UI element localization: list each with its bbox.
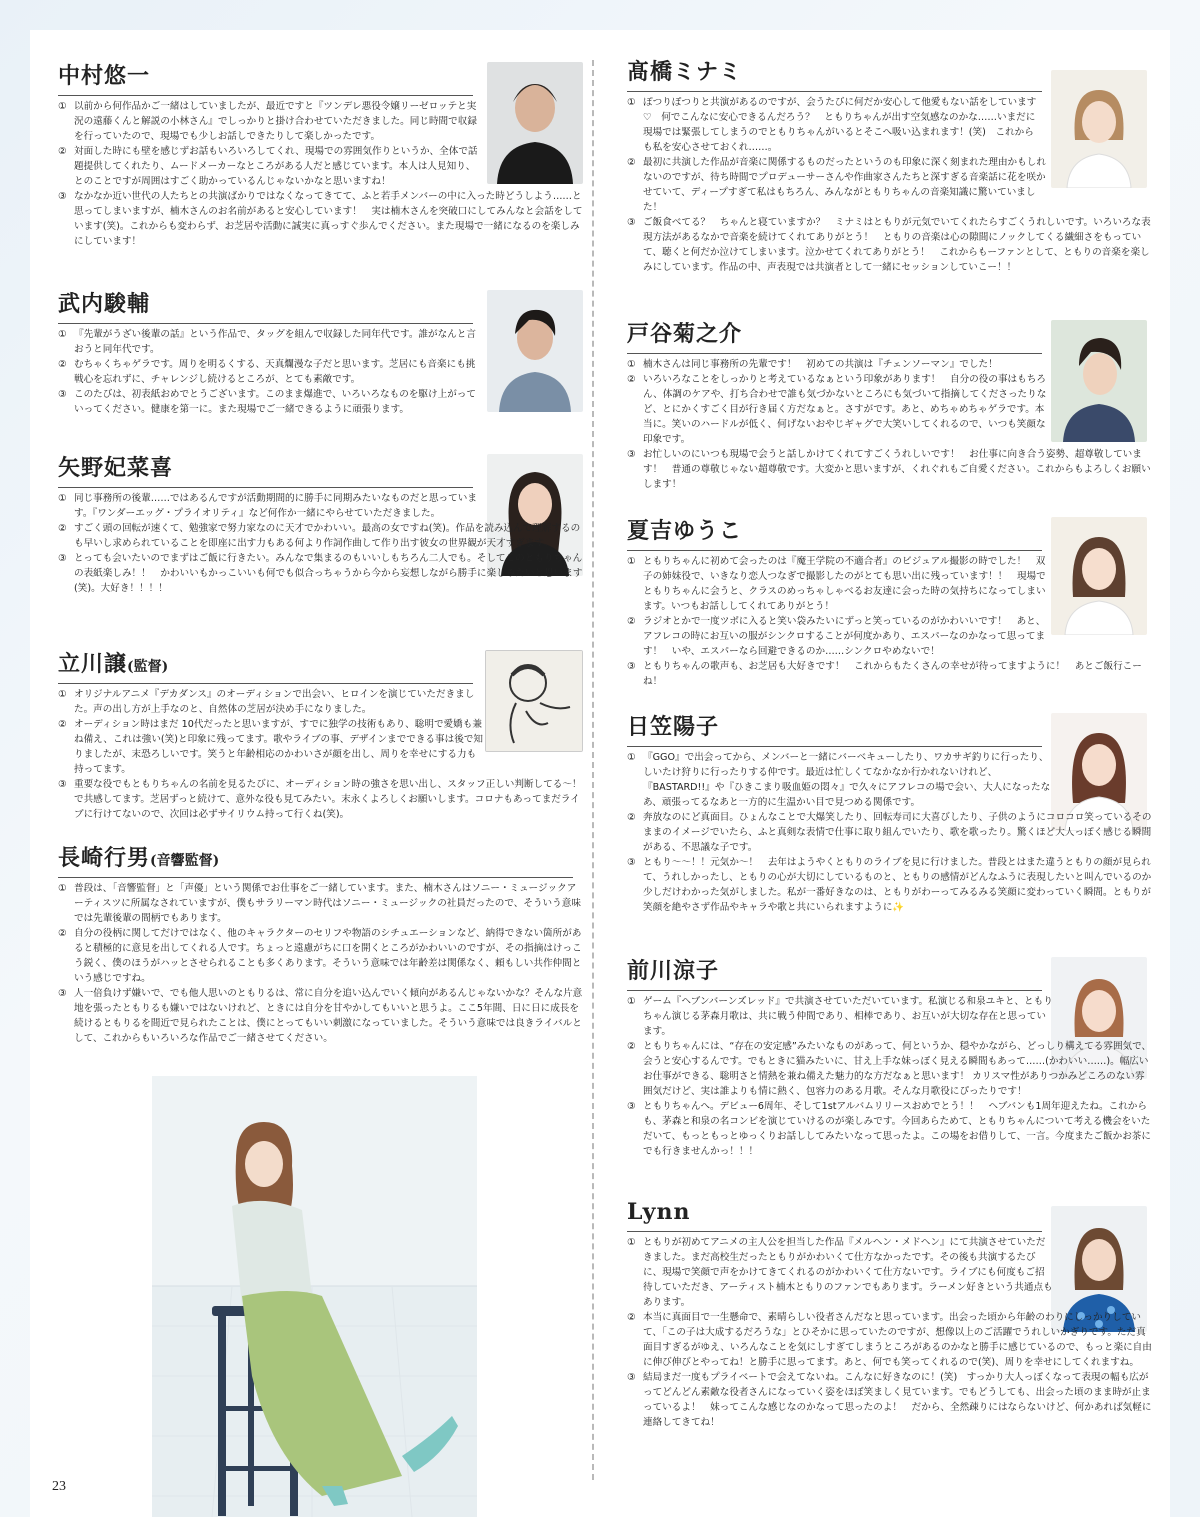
answer-item [58,881,584,926]
portrait-photo [1051,70,1147,188]
commenter-name [627,517,1042,551]
comment-section [627,957,1152,1159]
answer-text: ともりちゃんに初めて会ったのは『魔王学院の不適合者』のビジュアル撮影の時でした！ 双子の姉妹役で、いきなり恋人つなぎで撮影したのがとても思い出に残っています！！ 現場でともりちゃんに会うと、クラスのめっちゃしゃべるお友達に会った時の気持ちになってしまいます。いつもお話ししてくれてありがとう！ [643,556,1046,612]
comment-section [58,844,583,1046]
answer-number: ① [58,101,67,112]
answer-item [58,387,484,417]
name-text: 長崎行男 [58,845,151,871]
commenter-name [58,62,473,96]
comment-section [627,517,1147,689]
commenter-name [58,454,473,488]
answer-item [627,855,1153,915]
name-text: 前川涼子 [627,958,720,984]
answer-item [58,687,484,717]
answer-number: ② [58,359,67,370]
answer-text: ともりちゃんへ。デビュー6周年、そして1stアルバムリリースおめでとう！！ ヘブバンも1周年迎えたね。これからも、茅森と和泉の名コンビを演じていけるのが楽しみです。今回あらためて、ともりちゃんについて考える機会をいただいて、もっともっとゆっくりお話ししてみたいなって思ったよ。この場をお借りして、一言。今度またご飯かお茶にでも行きませんかっ！！！ [643,1101,1151,1157]
comment-section [627,320,1151,492]
answer-item [627,659,1153,689]
answer-text: 対面した時にも壁を感じずお話もいろいろしてくれ、現場での雰囲気作りというか、全体で話題提供してくれたり、ムードメーカーなところがある人だと感じています。本人は人見知り、とのことですが周囲はすごく助かっているんじゃないかなと思いますね！ [74,146,478,187]
answer-number: ③ [627,1372,636,1383]
answer-number: ① [58,883,67,894]
answer-text: ともりちゃんの歌声も、お芝居も大好きです！ これからもたくさんの幸せが待ってますように！ あとご飯行こーね！ [643,661,1142,687]
answer-item [627,372,1053,447]
name-text: 戸谷菊之介 [627,321,743,347]
answer-number: ② [58,719,67,730]
comment-section [627,713,1152,915]
answer-item [58,926,584,986]
commenter-name [627,320,1042,354]
answer-number: ③ [627,449,636,460]
answer-text: なかなか近い世代の人たちとの共演ばかりではなくなってきてて、ふと若手メンバーの中に入った時どうしよう……と思ってしまいますが、楠木さんのお名前があると安心しています！ 実は楠木さんを突破口にしてみんなと会話をしています(笑)。これからも変わらず、お芝居や活動に誠実に真っすぐ歩んでください。また現場で一緒になるのを楽しみにしています！ [74,191,583,247]
answer-number: ③ [58,191,67,202]
answer-text: ともり〜〜！！元気か〜！ 去年はようやくともりのライブを見に行けました。普段とはまた違うともりの顔が見られて、うれしかったし、ともりの心が大切にしているものと、ともりの感情がどんなふうに表現したいと叫んでいるのか少しだけわかった気がしました。私が一番好きなのは、ともりがわーってみるみる笑顔に変わっていく瞬間。ともりが笑顔を絶やさず作品やキャラや歌と共にいられますように✨ [643,857,1152,913]
answer-number: ① [627,1237,636,1248]
answer-text: 楠木さんは同じ事務所の先輩です！ 初めての共演は『チェンソーマン』でした！ [643,359,998,370]
answer-item [627,1099,1153,1159]
answer-text: いろいろなことをしっかりと考えているなぁという印象があります！ 自分の役の事はもちろん、体調のケアや、打ち合わせで誰も気づかないところにも気づいて指摘してくださったりなど、とにかくすごく目が行き届く方だなぁと。さすがです。あと、めちゃめちゃゲラです。本当に。笑いのハードルが低く、何げないおやじギャグで大笑いしてくれるので、いつも笑顔な印象です。 [643,374,1047,445]
answer-number: ① [627,752,636,763]
name-text: 日笠陽子 [627,714,720,740]
answer-item [627,95,1043,155]
answer-text: お忙しいのにいつも現場で会うと話しかけてくれてすごくうれしいです！ お仕事に向き合う姿勢、超尊敬しています！ 普通の尊敬じゃない超尊敬です。大変かと思いますが、くれぐれもご自愛ください。これからもよろしくお願いします！ [643,449,1151,490]
answer-text: 本当に真面目で一生懸命で、素晴らしい役者さんだなと思っています。出会った頃から年齢のわりにしっかりしていて、「この子は大成するだろうな」とひそかに思っていたのですが、想像以上のご活躍でうれしいかぎりです。ただ真面目すぎるがゆえ、いろんなことを気にしすぎてしまうところがあるのかなと勝手に感じているので、もっと楽に自由に伸び伸びとやってね！と勝手に思ってます。あと、何でも笑ってくれるので(笑)、周りを幸せにしてくれますね。 [643,1312,1152,1368]
answer-text: むちゃくちゃゲラです。周りを明るくする、天真爛漫な子だと思います。芝居にも音楽にも挑戦心を忘れずに、チャレンジし続けるところが、とても素敵です。 [74,359,476,385]
name-text: 夏吉ゆうこ [627,518,743,544]
portrait-photo [487,290,583,412]
answer-item [58,986,584,1046]
answer-number: ③ [627,217,636,228]
portrait-photo [1051,517,1147,635]
answer-number: ② [58,146,67,157]
answer-text: 奔放なのにど真面目。ひょんなことで大爆笑したり、回転寿司に大喜びしたり、子供のようにコロコロ笑っているそのままのイメージでいたら、ふと真剣な表情で仕事に取り組んでいたり、歌を歌ったり。驚くほど大人っぽく感じる瞬間がある、不思議な子です。 [643,812,1152,853]
answer-item [58,327,484,357]
answer-text: ともりが初めてアニメの主人公を担当した作品『メルヘン・メドヘン』にて共演させていただきました。まだ高校生だったともりがかわいくて仕方なかったです。その後も共演するたびに、現場で笑顔で声をかけてきてくれるのがかわいくて仕方ないです。ライブにも何度もご招待していただき、アーティスト楠木ともりのファンでもあります。ラーメン好きという共通点もあります。 [643,1237,1053,1308]
answer-text: 自分の役柄に関してだけではなく、他のキャラクターのセリフや物語のシチュエーションなど、納得できない箇所があると積極的に意見を出してくれる人です。ちょっと遠慮がちに口を開くところがかわいいのですが、その指摘はけっこう鋭く、僕のほうがハッとさせられることも多くあります。そういう意味では年齢差は関係なく、頼もしい共作仲間という感じですね。 [74,928,582,984]
name-text: 立川譲 [58,651,128,677]
commenter-name [58,290,473,324]
featured-photo [152,1076,477,1517]
answer-number: ① [627,996,636,1007]
answer-number: ③ [627,661,636,672]
role-text: (音響監督) [150,853,220,869]
comment-section [58,650,583,822]
answer-text: 『GGO』で出会ってから、メンバーと一緒にバーベキューしたり、ワカサギ釣りに行ったり、しいたけ狩りに行ったりする仲です。最近は忙しくてなかなか行かれないけれど、『BASTARD!!』や『ひきこまり吸血姫の悶々』で久々にアフレコの場で会い、大人になったなあ、頑張ってるなあと一方的に生温かい目で見つめる関係です。 [643,752,1051,808]
comment-section [58,62,583,249]
answer-number: ② [627,616,636,627]
answer-item [58,777,584,822]
answer-text: オリジナルアニメ『デカダンス』のオーディションで出会い、ヒロインを演じていただきました。声の出し方が上手なのと、自然体の芝居が決め手になりました。 [74,689,475,715]
portrait-photo [1051,320,1147,442]
comment-section [58,290,583,417]
answer-number: ① [627,359,636,370]
name-text: 矢野妃菜喜 [58,455,174,481]
answer-list [58,881,583,1046]
answer-number: ② [627,812,636,823]
answer-number: ② [627,374,636,385]
answer-number: ② [627,1312,636,1323]
answer-item [627,614,1053,659]
answer-text: 結局まだ一度もプライベートで会えてないね。こんなに好きなのに！(笑) すっかり大人っぽくなって表現の幅も広がってどんどん素敵な役者さんになっていく姿をほぼ笑ましく見ています。でもどうしても、出会った頃のまま時が止まっているよ！ 妹ってこんな感じなのかなって思ったのよ！ だから、全然疎りにはならないけど、何かあれば気軽に連絡してきてね！ [643,1372,1152,1428]
answer-item [627,750,1053,810]
commenter-name [58,844,573,878]
page-number: 23 [52,1479,66,1494]
commenter-name [627,713,1042,747]
answer-item [627,447,1153,492]
answer-item [58,717,484,777]
name-text: 武内駿輔 [58,291,151,317]
answer-text: とっても会いたいのでまずはご飯に行きたい。みんなで集まるのもいいしもちろん二人でも。そしてこのともりちゃんの表紙楽しみ！！ かわいいもかっこいいも何でも似合っちゃうから今から妄想しながら勝手に楽しみたいと思います(笑)。大好き！！！！ [74,553,583,594]
commenter-name [627,957,1042,991]
column-divider [592,60,594,1480]
answer-item [627,1039,1153,1099]
name-text: 髙橋ミナミ [627,59,743,85]
answer-item [627,155,1053,215]
answer-item [627,1235,1053,1310]
answer-text: ぽつりぽつりと共演があるのですが、会うたびに何だか安心して他愛もない話をしています♡ 何でこんなに安心できるんだろう？ ともりちゃんが出す空気感なのかな……いまだに現場では緊張してしまうのでともりちゃんがいるとそこへ吸い込まれます！(笑) これからも私を安心させておくれ……。 [643,97,1037,153]
answer-text: ラジオとかで一度ツボに入ると笑い袋みたいにずっと笑っているのがかわいいです！ あと、アフレコの時にお互いの服がシンクロすることが何度かあり、エスパーなのかなって思ってます！ いや、エスパーなら回避できるのか……シンクロやめないで！ [643,616,1046,657]
answer-number: ① [58,329,67,340]
answer-text: 『先輩がうざい後輩の話』という作品で、タッグを組んで収録した同年代です。誰がなんと言おうと同年代です。 [74,329,476,355]
answer-text: 同じ事務所の後輩……ではあるんですが活動期間的に勝手に同期みたいなものだと思っています。『ワンダーエッグ・プライオリティ』など何作か一緒にやらせていただきました。 [74,493,477,519]
answer-item [627,810,1153,855]
answer-item [58,144,484,189]
answer-number: ① [58,689,67,700]
commenter-name [627,1198,1042,1232]
comment-section [627,58,1151,275]
comment-section [58,454,583,596]
answer-number: ① [58,493,67,504]
answer-number: ② [58,523,67,534]
commenter-name [58,650,473,684]
answer-text: 人一倍負けず嫌いで、でも他人思いのともりるは、常に自分を追い込んでいく傾向があるんじゃないかな？そんな片意地を張ったともりるも嫌いではないけれど、ときには自分を甘やかしてもいいと思うよ。ここ5年間、日に日に成長を続けるともりるを間近で見られたことは、僕にとってもいい刺激になっていました。そういう意味では良きライバルとして、これからもいろいろな作品でご一緒させてください。 [74,988,583,1044]
answer-number: ③ [58,988,67,999]
name-text: Lynn [627,1199,691,1225]
answer-item [58,551,584,596]
answer-item [627,554,1053,614]
answer-number: ③ [627,1101,636,1112]
comment-section [627,1198,1152,1430]
answer-number: ③ [58,779,67,790]
answer-text: このたびは、初表紙おめでとうございます。このまま爆進で、いろいろなものを駆け上がっていってください。健康を第一に。また現場でご一緒できるように頑張ります。 [74,389,476,415]
answer-text: ともりちゃんには、“存在の安定感”みたいなものがあって、何というか、穏やかながら、どっしり構えてる雰囲気で、会うと安心するんです。でもときに猫みたいに、甘え上手な妹っぽく見える瞬間もあって……(かわいい……)。幅広いお仕事ができる、聡明さと情熱を兼ね備えた魅力的な方だなぁと思います！ カリスマ性がありつかみどころのない雰囲気だけど、実は誰よりも情に熱く、包容力のある月歌。そんな月歌役にぴったりです！ [643,1041,1152,1097]
answer-item [58,99,484,144]
commenter-name [627,58,1042,92]
answer-item [58,521,584,551]
answer-text: 普段は、「音響監督」と「声優」という関係でお仕事をご一緒しています。また、楠木さんはソニー・ミュージックアーティスツに所属なされていますが、僕もサラリーマン時代はソニー・ミュージックの社員だったので、そういう意味では先輩後輩の間柄でもあります。 [74,883,581,924]
answer-number: ① [627,556,636,567]
answer-item [58,491,484,521]
answer-text: 重要な役でもともりちゃんの名前を見るたびに、オーディション時の強さを思い出し、スタッフ正しい判断してる〜！で共感してます。芝居ずっと続けて、意外な役も見てみたい。末永くよろしくお願いします。コロナもあってまだライブに行けてないので、次回は必ずサイリウム持って行くね(笑)。 [74,779,582,820]
answer-text: 最初に共演した作品が音楽に関係するものだったというのも印象に深く刻まれた理由かもしれないのですが、待ち時間でプロデューサーさんや作曲家さんたちと深すぎる音楽話に花を咲かせていて、ディープすぎて私はもちろん、みんながともりちゃんの音楽知識に驚いていました！ [643,157,1046,213]
sketch-illustration [485,650,583,752]
answer-item [627,1310,1153,1370]
answer-number: ③ [627,857,636,868]
role-text: (監督) [127,659,169,675]
answer-text: オーディション時はまだ 10代だったと思いますが、すでに独学の技術もあり、聡明で愛嬌も兼ね備え、これは強い(笑)と印象に残ってます。歌やライブの事、デザインまでできる事は後で知りましたが、末恐ろしいです。笑うと年齢相応のかわいさが顔を出し、周りを幸せにする力も持ってます。 [74,719,483,775]
answer-number: ③ [58,389,67,400]
answer-number: ① [627,97,636,108]
answer-text: ご飯食べてる？ ちゃんと寝ていますか？ ミナミはともりが元気でいてくれたらすごくうれしいです。いろいろな表現方法があるなかで音楽を続けてくれてありがとう！ ともりの音楽は心の隙間にノックしてくる繊細さをもっていて、聴くと何だか泣けてしまいます。泣かせてくれてありがとう！ これからもーファンとして、ともりの音楽を楽しみにしています。作品の中、声表現では共演者として一緒にセッションしていこー！！ [643,217,1151,273]
name-text: 中村悠一 [58,63,151,89]
answer-item [627,215,1153,275]
answer-item [627,357,1053,372]
answer-number: ③ [58,553,67,564]
answer-text: 以前から何作品かご一緒はしていましたが、最近ですと『ツンデレ悪役令嬢リーゼロッテと実況の遠藤くんと解説の小林さん』でしっかりと掛け合わせていただきました。同じ時間で収録を行っていたので、現場でも少しお話しできたりして楽しかったです。 [74,101,477,142]
answer-item [627,994,1053,1039]
answer-number: ② [627,1041,636,1052]
answer-text: すごく頭の回転が速くて、勉強家で努力家なのに天才でかわいい。最高の女ですね(笑)。作品を読み込んで理解するのも早いし求められていることを即座に出す力もある何より作詞作曲して作り出す彼女の世界観が天才すぎます。 [74,523,581,549]
answer-text: ゲーム『ヘブンバーンズレッド』で共演させていただいています。私演じる和泉ユキと、ともりちゃん演じる茅森月歌は、共に戦う仲間であり、相棒であり、お互いが大切な存在と思っています。 [643,996,1053,1037]
answer-item [627,1370,1153,1430]
answer-item [58,357,484,387]
answer-number: ② [58,928,67,939]
magazine-page [30,30,1170,1517]
portrait-photo [487,62,583,184]
answer-item [58,189,584,249]
answer-number: ② [627,157,636,168]
